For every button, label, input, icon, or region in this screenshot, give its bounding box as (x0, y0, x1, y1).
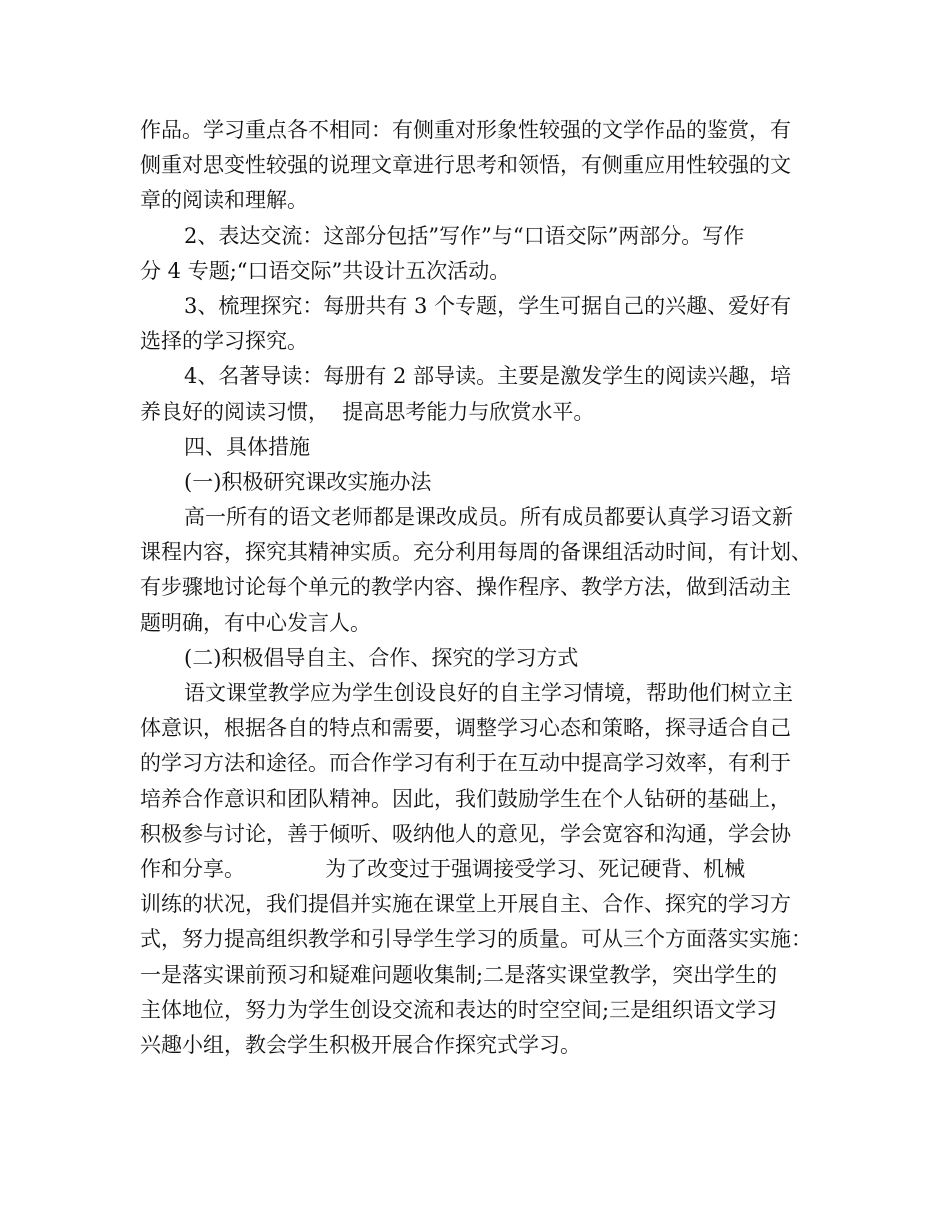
text-line: 主体地位，努力为学生创设交流和表达的时空空间;三是组织语文学习 (140, 997, 778, 1022)
text-line: 选择的学习探究。 (140, 329, 308, 354)
text-line: 四、具体措施 (184, 434, 310, 459)
text-line: 养良好的阅读习惯， 提高思考能力与欣赏水平。 (140, 399, 595, 424)
text-line: 分 4 专题;“口语交际”共设计五次活动。 (140, 258, 511, 283)
text-line: 培养合作意识和团队精神。因此，我们鼓励学生在个人钻研的基础上， (140, 786, 791, 811)
text-line: 训练的状况，我们提倡并实施在课堂上开展自主、合作、探究的学习方 (140, 892, 791, 917)
text-line: 题明确，有中心发言人。 (140, 610, 371, 635)
text-line: 课程内容，探究其精神实质。充分利用每周的备课组活动时间，有计划、 (140, 540, 812, 565)
text-line: 式，努力提高组织教学和引导学生学习的质量。可从三个方面落实实施： (140, 927, 812, 952)
text-line: 语文课堂教学应为学生创设良好的自主学习情境，帮助他们树立主 (184, 681, 793, 705)
text-line: (一)积极研究课改实施办法 (184, 469, 432, 494)
text-line: 一是落实课前预习和疑难问题收集制;二是落实课堂教学，突出学生的 (140, 962, 778, 987)
text-line: 2、表达交流：这部分包括”写作”与“口语交际”两部分。写作 (184, 223, 745, 248)
text-line: 4、名著导读：每册有 2 部导读。主要是激发学生的阅读兴趣，培 (184, 364, 792, 389)
text-line: 有步骤地讨论每个单元的教学内容、操作程序、教学方法，做到活动主 (140, 575, 791, 600)
document-body (140, 113, 830, 1063)
text-line: 3、梳理探究：每册共有 3 个专题，学生可据自己的兴趣、爱好有 (184, 293, 792, 318)
text-line: 兴趣小组，教会学生积极开展合作探究式学习。 (140, 1032, 581, 1057)
text-line: 积极参与讨论，善于倾听、吸纳他人的意见，学会宽容和沟通，学会协 (140, 821, 791, 846)
text-line: 作和分享。 为了改变过于强调接受学习、死记硬背、机械 (140, 856, 746, 881)
text-line: 侧重对思变性较强的说理文章进行思考和领悟，有侧重应用性较强的文 (140, 153, 791, 178)
text-line: (二)积极倡导自主、合作、探究的学习方式 (184, 645, 579, 670)
text-line: 的学习方法和途径。而合作学习有利于在互动中提高学习效率，有利于 (140, 751, 791, 776)
text-line: 体意识，根据各自的特点和需要，调整学习心态和策略，探寻适合自己 (140, 716, 791, 741)
text-line: 章的阅读和理解。 (140, 188, 308, 213)
text-line: 作品。学习重点各不相同：有侧重对形象性较强的文学作品的鉴赏，有 (140, 118, 791, 142)
text-line: 高一所有的语文老师都是课改成员。所有成员都要认真学习语文新 (184, 505, 793, 530)
